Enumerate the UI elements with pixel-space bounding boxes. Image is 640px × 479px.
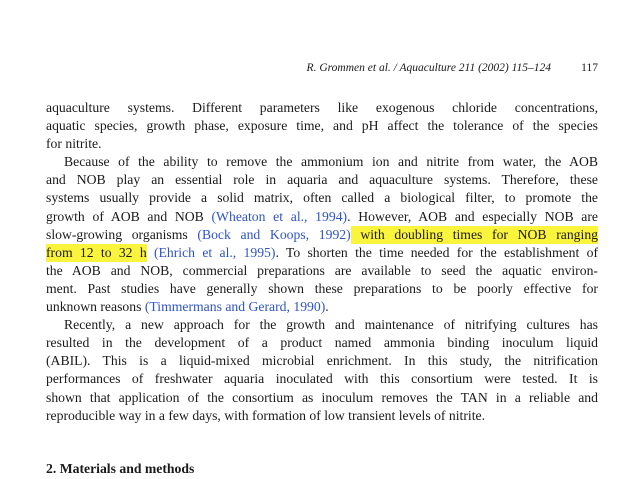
- text-line: [46, 208, 598, 226]
- text-span: . To shorten the time needed for the establishment of: [275, 244, 599, 260]
- body-text: [46, 99, 598, 425]
- text-span: unknown reasons: [46, 299, 145, 315]
- text-line: reproducible way in a few days, with formation of low transient levels of nitrite.: [46, 407, 486, 423]
- text-line: aquaculture systems. Different parameters like exogenous chloride concentrations,: [46, 100, 598, 115]
- text-line: ment. Past studies have generally shown these preparations to be poorly effective for: [46, 280, 598, 296]
- text-line: [46, 298, 598, 316]
- text-line: shown that application of the consortium as inoculum removes the TAN in a reliable and: [46, 389, 598, 405]
- running-head: R. Grommen et al. / Aquaculture 211 (2002) 115–124: [306, 62, 551, 74]
- text-line: performances of freshwater aquaria inoculated with this consortium were tested. It is: [46, 371, 598, 387]
- section-heading: 2. Materials and methods: [46, 461, 195, 476]
- citation-link[interactable]: (Wheaton et al., 1994): [211, 208, 348, 224]
- text-span: .: [325, 299, 329, 315]
- text-line: [46, 226, 598, 244]
- text-span: slow-growing organisms: [46, 226, 198, 242]
- highlighted-text: with doubling times for NOB ranging: [350, 226, 599, 242]
- text-line: Because of the ability to remove the ammonium ion and nitrite from water, the AOB: [64, 154, 598, 170]
- highlighted-text: from 12 to 32 h: [46, 244, 147, 260]
- text-line: (ABIL). This is a liquid-mixed microbial enrichment. In this study, the nitrification: [46, 353, 598, 369]
- page-header: [46, 62, 598, 78]
- text-span: growth of AOB and NOB: [46, 208, 212, 224]
- citation-link[interactable]: (Bock and Koops, 1992): [197, 226, 351, 242]
- text-line: and NOB play an essential role in aquaria and aquaculture systems. Therefore, these: [46, 172, 598, 188]
- text-line: [46, 244, 598, 262]
- text-line: systems usually provide a solid matrix, often called a biological filter, to promote the: [46, 190, 598, 206]
- citation-link[interactable]: (Timmermans and Gerard, 1990): [144, 299, 326, 315]
- page-number: 117: [581, 62, 598, 74]
- citation-link[interactable]: (Ehrich et al., 1995): [153, 244, 276, 260]
- text-line: resulted in the development of a product named ammonia binding inoculum liquid: [46, 335, 598, 351]
- text-line: Recently, a new approach for the growth and maintenance of nitrifying cultures has: [64, 317, 598, 333]
- text-span: . However, AOB and especially NOB are: [347, 208, 599, 224]
- text-line: aquatic species, growth phase, exposure time, and pH affect the tolerance of the species: [46, 118, 598, 134]
- text-line: for nitrite.: [46, 136, 102, 152]
- text-line: the AOB and NOB, commercial preparations are available to seed the aquatic environ-: [46, 262, 598, 278]
